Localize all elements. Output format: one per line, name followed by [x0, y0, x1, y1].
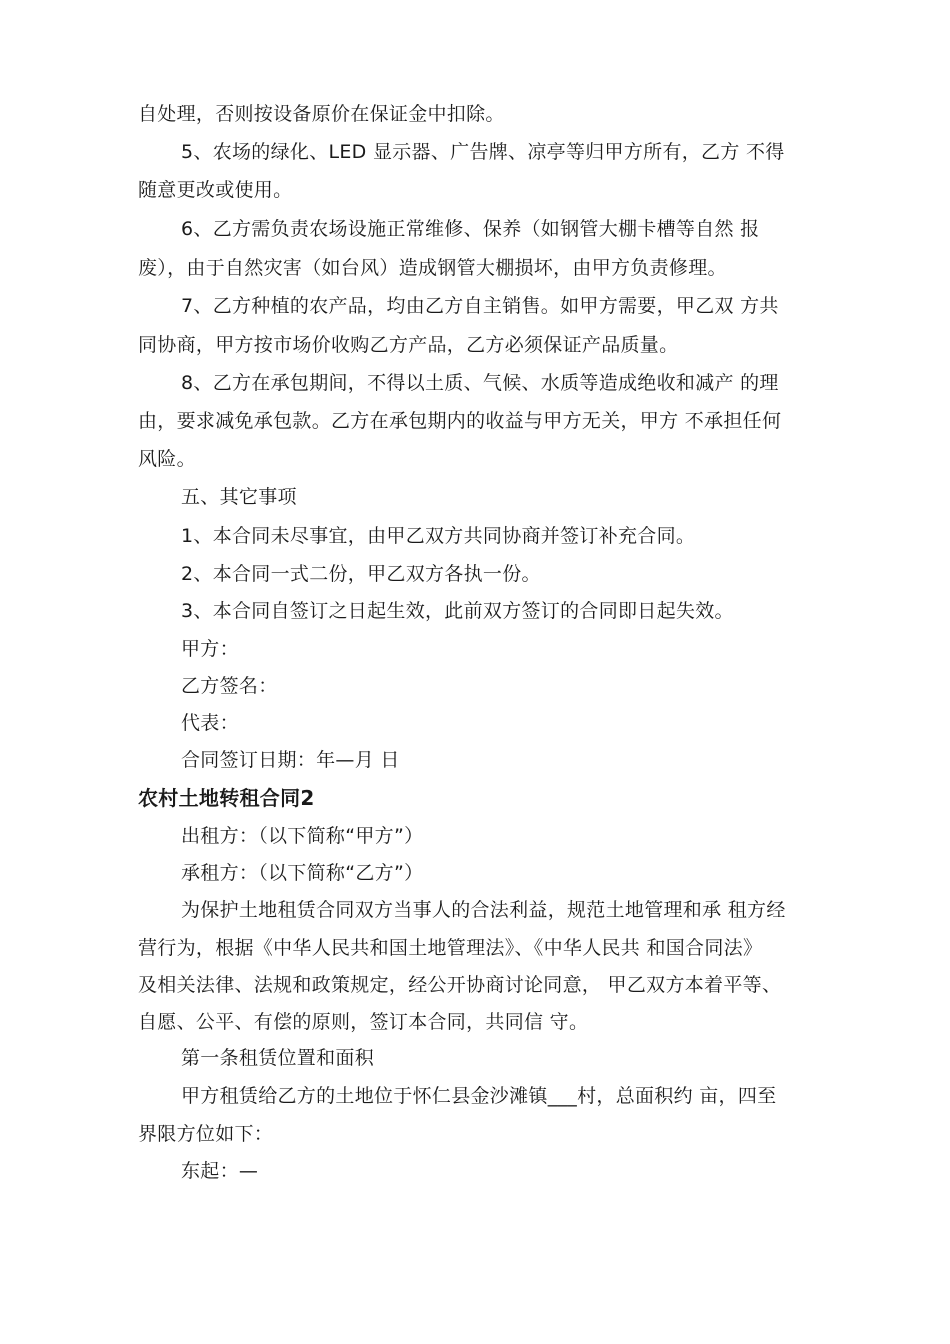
text-line: 6、乙方需负责农场设施正常维修、保养（如钢管大棚卡槽等自然 报: [181, 218, 760, 240]
lessor-line: 出租方：（以下简称“甲方”）: [181, 825, 424, 847]
text-line: 5、农场的绿化、LED 显示器、广告牌、凉亭等归甲方所有，乙方 不得: [181, 141, 785, 163]
text-line: 风险。: [138, 448, 196, 470]
text-line: 7、乙方种植的农产品，均由乙方自主销售。如甲方需要，甲乙双 方共: [181, 295, 779, 317]
contract-title: 农村土地转租合同2: [138, 786, 315, 810]
text-line: 2、本合同一式二份，甲乙双方各执一份。: [181, 563, 541, 585]
section-heading: 五、其它事项: [181, 486, 297, 508]
party-b-signature-label: 乙方签名：: [181, 675, 278, 697]
text-line: 营行为，根据《中华人民共和国土地管理法》、《中华人民共 和国合同法》: [138, 937, 763, 959]
text-line: 3、本合同自签订之日起生效，此前双方签订的合同即日起失效。: [181, 600, 734, 622]
text-line: 由，要求减免承包款。乙方在承包期内的收益与甲方无关，甲方 不承担任何: [138, 410, 782, 432]
text-line: 甲方租赁给乙方的土地位于怀仁县金沙滩镇___村，总面积约 亩，四至: [181, 1085, 777, 1107]
text-line: 自愿、公平、有偿的原则，签订本合同，共同信 守。: [138, 1011, 589, 1033]
text-line: 同协商，甲方按市场价收购乙方产品，乙方必须保证产品质量。: [138, 334, 679, 356]
text-line: 界限方位如下：: [138, 1123, 274, 1145]
article-heading: 第一条租赁位置和面积: [181, 1047, 375, 1069]
text-line: 1、本合同未尽事宜，由甲乙双方共同协商并签订补充合同。: [181, 525, 696, 547]
text-line: 及相关法律、法规和政策规定，经公开协商讨论同意， 甲乙双方本着平等、: [138, 974, 782, 996]
signing-date-label: 合同签订日期：年—月 日: [181, 749, 400, 771]
lessee-line: 承租方：（以下简称“乙方”）: [181, 862, 424, 884]
text-line: 东起：—: [181, 1160, 259, 1182]
party-a-label: 甲方：: [181, 638, 239, 660]
text-line: 随意更改或使用。: [138, 179, 293, 201]
text-line: 为保护土地租赁合同双方当事人的合法利益，规范土地管理和承 租方经: [181, 899, 786, 921]
representative-label: 代表：: [181, 712, 239, 734]
text-line: 废），由于自然灾害（如台风）造成钢管大棚损坏，由甲方负责修理。: [138, 257, 727, 279]
text-line: 自处理，否则按设备原价在保证金中扣除。: [138, 103, 505, 125]
text-line: 8、乙方在承包期间，不得以土质、气候、水质等造成绝收和减产 的理: [181, 372, 779, 394]
